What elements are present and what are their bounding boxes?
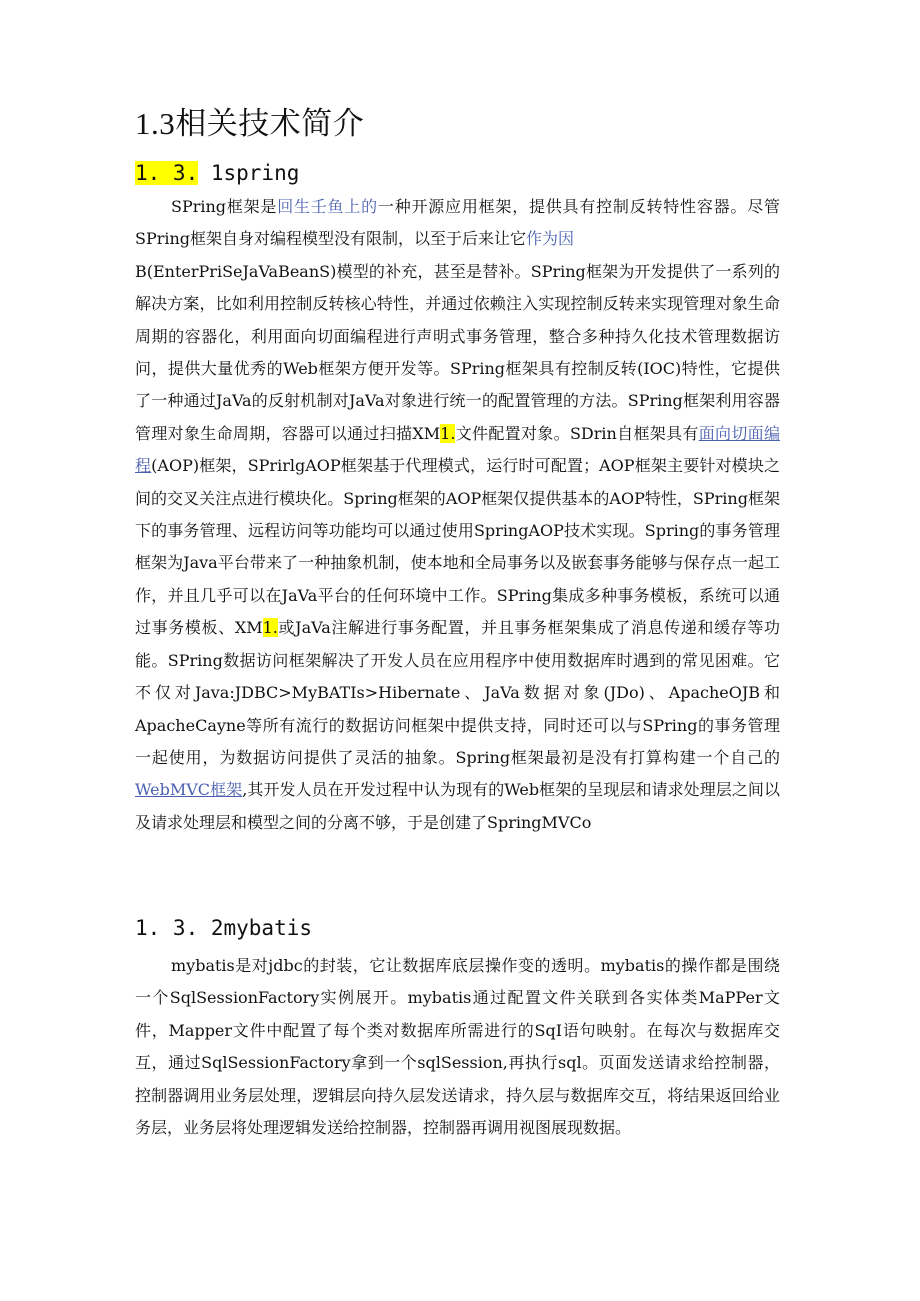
text-run: 文件配置对象。SDrin自框架具有 — [455, 423, 699, 443]
text-run: ,其开发人员在开发过程中认为现有的Web框架的呈现层和请求处理层之间以及请求处理层和模型之间的分离不够，于是创建了SpringMVCo — [135, 780, 780, 832]
link-text[interactable]: 回生壬鱼上的 — [277, 197, 378, 216]
webmvc-link[interactable]: WebMVC框架 — [135, 780, 243, 800]
section-heading-mybatis: 1. 3. 2mybatis — [135, 916, 313, 940]
aop-link[interactable]: 面向切面编程 — [135, 423, 780, 476]
text-run: B(EnterPriSeJaVaBeanS)模型的补充，甚至是替补。SPring框架为开发提供了一系列的解决方案，比如利用控制反转核心特性，并通过依赖注入实现控制反转来实现管理对象生命周期的容器化，利用面向切面编程进行声明式事务管理，整合多种持久化技术管理数据访问，提供大量优秀的Web框架方便开发等。SPring框架具有控制反转(IOC)特性，它提供了一种通过JaVa的反射机制对JaVa对象进行统一的配置管理的方法。SPring框架利用容器管理对象生命周期，容器可以通过扫描XM — [135, 261, 780, 443]
text-run: SPring框架是 — [171, 197, 278, 216]
section-heading-spring — [135, 159, 299, 187]
highlight-mark: 1. — [440, 423, 456, 443]
highlight-mark: 1. — [262, 618, 278, 638]
text-run: 一种开源应用框架，提供具有控制反转特性容器。尽管SPring框架自身对编程模型没有限制，以至于后来让它 — [135, 197, 780, 249]
link-text[interactable]: 作为因 — [526, 229, 575, 249]
text-run: mybatis是对jdbc的封装，它让数据库底层操作变的透明。mybatis的操作都是围绕一个SqlSessionFactory实例展开。mybatis通过配置文件关联到各实体类MaPPer文件，Mapper文件中配置了每个类对数据库所需进行的SqI语句映射。在每次与数据库交互，通过SqlSessionFactory拿到一个sqlSession,再执行sql。页面发送请求给控制器，控制器调用业务层处理，逻辑层向持久层发送请求，持久层与数据库交互，将结果返回给业务层，业务层将处理逻辑发送给控制器，控制器再调用视图展现数据。 — [135, 956, 780, 1138]
heading-text: 1spring — [198, 161, 300, 185]
heading-number-highlight: 1. 3. — [135, 161, 199, 185]
text-run: 或JaVa注解进行事务配置，并且事务框架集成了消息传递和缓存等功能。SPring数据访问框架解决了开发人员在应用程序中使用数据库时遇到的常见困难。它不仅对Java:JDBC>MyBATIs>Hibernate、JaVa数据对象(JDo)、ApacheOJB和ApacheCayne等所有流行的数据访问框架中提供支持，同时还可以与SPring的事务管理一起使用，为数据访问提供了灵活的抽象。Spring框架最初是没有打算构建一个自己的 — [135, 618, 780, 767]
mybatis-paragraph — [135, 950, 780, 1144]
text-run: (AOP)框架，SPrirlgAOP框架基于代理模式，运行时可配置；AOP框架主要针对模块之间的交叉关注点进行模块化。Spring框架的AOP框架仅提供基本的AOP特性，SPring框架下的事务管理、远程访问等功能均可以通过使用SpringAOP技术实现。Spring的事务管理框架为Java平台带来了一种抽象机制，使本地和全局事务以及嵌套事务能够与保存点一起工作，并且几乎可以在JaVa平台的任何环境中工作。SPring集成多种事务模板，系统可以通过事务模板、XM — [135, 456, 780, 638]
spring-paragraph — [135, 191, 780, 839]
page-title: 1.3相关技术简介 — [135, 106, 365, 141]
